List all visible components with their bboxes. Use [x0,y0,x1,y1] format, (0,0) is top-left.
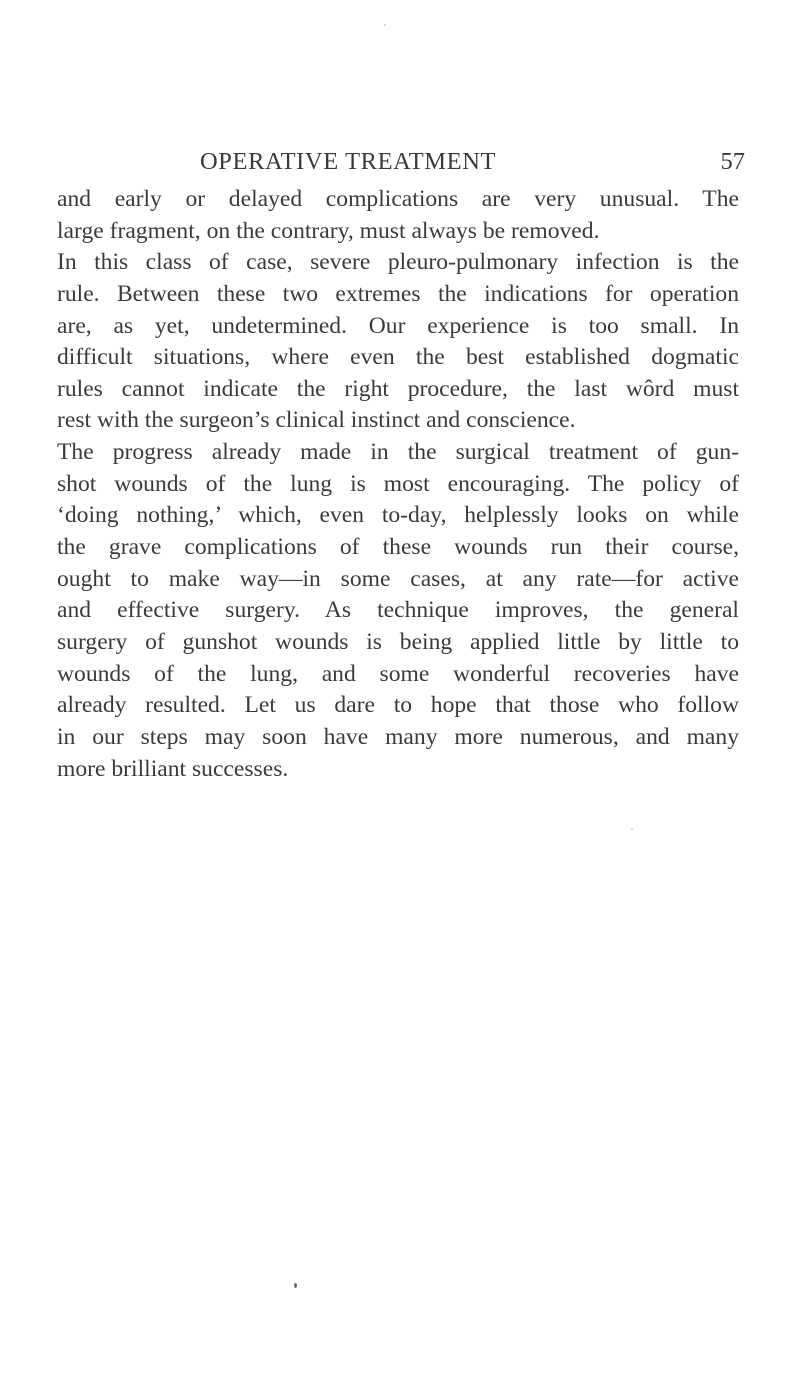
paper-speck [294,1283,297,1288]
paper-speck [631,828,633,830]
text-line: more brilliant successes. [57,755,289,782]
text-line: wounds of the lung, and some wonderful recoveries have [57,660,739,687]
text-line: shot wounds of the lung is most encouraging. The policy of [57,470,739,497]
paper-speck [384,24,386,26]
text-line: in our steps may soon have many more numerous, and many [57,723,739,750]
text-line: rest with the surgeon’s clinical instinct and conscience. [57,407,576,434]
text-line: In this class of case, severe pleuro-pulmonary infection is the [57,249,739,276]
running-head [200,146,745,178]
body-text [57,184,739,785]
running-title: OPERATIVE TREATMENT [200,148,497,175]
text-line: large fragment, on the contrary, must always be removed. [57,217,600,244]
text-line: rule. Between these two extremes the indications for operation [57,280,739,307]
text-line: already resulted. Let us dare to hope that those who follow [57,692,739,719]
text-line: ‘doing nothing,’ which, even to-day, helplessly looks on while [57,502,739,529]
text-line: rules cannot indicate the right procedure, the last wôrd must [57,375,739,402]
text-line: and early or delayed complications are very unusual. The [57,186,739,212]
text-line: ought to make way—in some cases, at any rate—for active [57,565,739,592]
text-line: surgery of gunshot wounds is being applied little by little to [57,628,739,655]
text-line: the grave complications of these wounds run their course, [57,534,739,561]
page-number: 57 [720,148,745,175]
text-line: The progress already made in the surgical treatment of gun- [57,439,739,466]
text-line: and effective surgery. As technique improves, the general [57,597,739,624]
text-line: difficult situations, where even the best established dogmatic [57,344,739,371]
text-line: are, as yet, undetermined. Our experience is too small. In [57,312,739,339]
